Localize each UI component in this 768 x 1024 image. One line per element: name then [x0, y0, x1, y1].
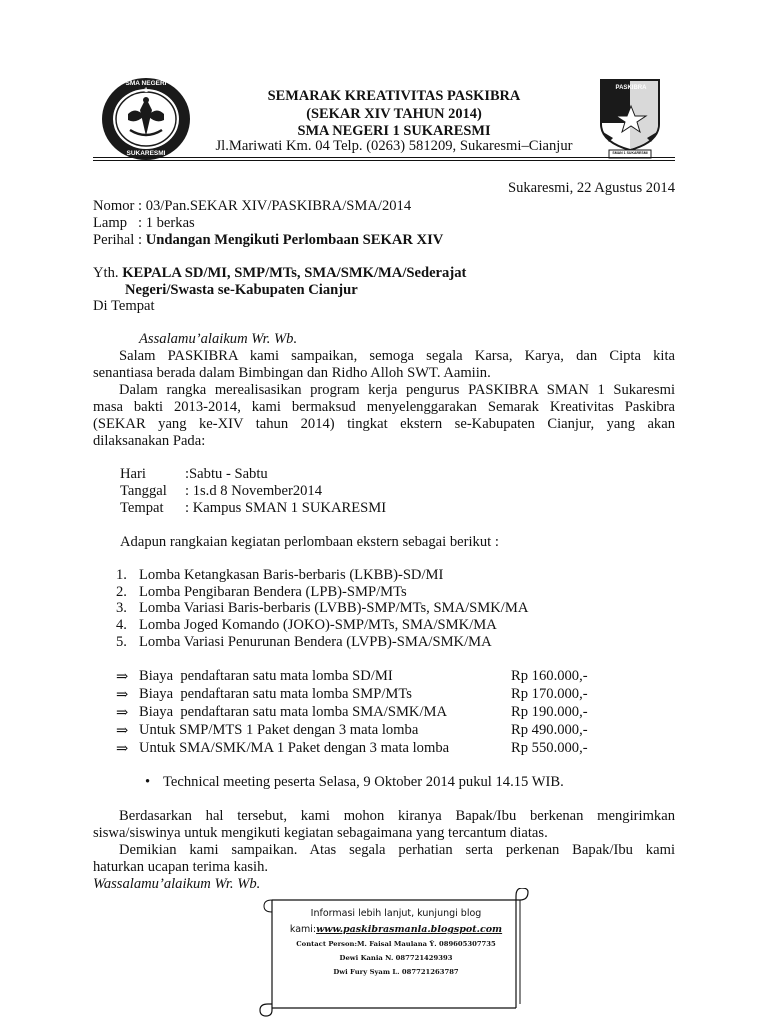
paragraph-4-line-1: Demikian kami sampaikan. Atas segala perhatian serta perkenan Bapak/Ibu kami: [119, 842, 675, 858]
paragraph-2-line-4: dilaksanakan Pada:: [93, 433, 206, 449]
fee-row: [116, 722, 596, 740]
scroll-blog-line: [278, 924, 514, 935]
blog-link[interactable]: www.paskibrasmanla.blogspot.com: [316, 924, 503, 935]
list-text: Lomba Pengibaran Bendera (LPB)-SMP/MTs: [139, 584, 407, 600]
arrow-right-icon: ⇒: [116, 669, 129, 685]
fee-description: Biaya pendaftaran satu mata lomba SMA/SMK/MA: [139, 704, 448, 720]
paragraph-2-line-3: (SEKAR yang ke-XIV tahun 2014) tingkat ekstern se-Kabupaten Cianjur, yang akan: [93, 416, 675, 432]
letter-date: Sukaresmi, 22 Agustus 2014: [507, 180, 675, 196]
subject-label: Perihal :: [93, 232, 146, 248]
header-address: Jl.Mariwati Km. 04 Telp. (0263) 581209, Sukaresmi–Cianjur: [215, 138, 573, 154]
list-number: 1.: [116, 567, 127, 583]
schedule-value: : Kampus SMAN 1 SUKARESMI: [185, 500, 387, 516]
fee-amount: Rp 550.000,-: [511, 740, 588, 756]
contact-person-1: Contact Person:M. Faisal Maulana Ŷ. 089605307735: [296, 940, 496, 948]
recipient-place: Di Tempat: [93, 298, 155, 314]
header-school-name: SMA NEGERI 1 SUKARESMI: [297, 123, 491, 139]
list-text: Lomba Joged Komando (JOKO)-SMP/MTs, SMA/SMK/MA: [139, 617, 497, 633]
schedule-value: : 1s.d 8 November2014: [185, 483, 323, 499]
list-number: 3.: [116, 600, 127, 616]
list-number: 2.: [116, 584, 127, 600]
recipient-line-2: Negeri/Swasta se-Kabupaten Cianjur: [125, 282, 358, 298]
list-text: Lomba Variasi Penurunan Bendera (LVPB)-SMA/SMK/MA: [139, 634, 492, 650]
competition-intro: Adapun rangkaian kegiatan perlombaan ekstern sebagai berikut :: [120, 534, 499, 550]
paragraph-2-line-2: masa bakti 2013-2014, kami bermaksud menyelenggarakan Semarak Kreativitas Paskibra: [93, 399, 675, 415]
technical-meeting-note: [145, 774, 564, 791]
schedule-label: Tanggal: [120, 483, 167, 499]
list-item: [116, 600, 528, 617]
fee-row: [116, 704, 596, 722]
arrow-right-icon: ⇒: [116, 687, 129, 703]
fee-description: Biaya pendaftaran satu mata lomba SMP/MTs: [139, 686, 412, 702]
subject-value: Undangan Mengikuti Perlombaan SEKAR XIV: [145, 232, 444, 248]
list-text: Lomba Ketangkasan Baris-berbaris (LKBB)-SD/MI: [139, 567, 444, 583]
fee-description: Untuk SMP/MTS 1 Paket dengan 3 mata lomba: [139, 722, 419, 738]
paragraph-1-line-2: senantiasa berada dalam Bimbingan dan Ridho Alloh SWT. Aamiin.: [93, 365, 491, 381]
recipient-line-1: [93, 265, 466, 282]
paragraph-3-line-1: Berdasarkan hal tersebut, kami mohon kiranya Bapak/Ibu berkenan mengirimkan: [119, 808, 675, 824]
yth-label: Yth.: [93, 265, 123, 281]
closing-greeting: Wassalamu’alaikum Wr. Wb.: [93, 876, 261, 892]
list-item: [116, 584, 407, 601]
schedule-label: Tempat: [120, 500, 164, 516]
arrow-right-icon: ⇒: [116, 741, 129, 757]
scroll-info-line: Informasi lebih lanjut, kunjungi blog: [310, 908, 482, 919]
list-item: [116, 634, 492, 651]
paragraph-2-line-1: Dalam rangka merealisasikan program kerja pengurus PASKIBRA SMAN 1 Sukaresmi: [119, 382, 675, 398]
arrow-right-icon: ⇒: [116, 723, 129, 739]
list-number: 5.: [116, 634, 127, 650]
fee-amount: Rp 170.000,-: [511, 686, 588, 702]
fee-amount: Rp 490.000,-: [511, 722, 588, 738]
paragraph-4-line-2: haturkan ucapan terima kasih.: [93, 859, 269, 875]
list-text: Lomba Variasi Baris-berbaris (LVBB)-SMP/MTs, SMA/SMK/MA: [139, 600, 529, 616]
logo-top-text: SMA NEGERI 1: [125, 80, 167, 94]
paragraph-1-line-1: Salam PASKIBRA kami sampaikan, semoga segala Karsa, Karya, dan Cipta kita: [119, 348, 675, 364]
schedule-value: :Sabtu - Sabtu: [185, 466, 268, 482]
bullet-icon: •: [145, 774, 151, 790]
arrow-right-icon: ⇒: [116, 705, 129, 721]
paskibra-logo-bottom-text: SMAN 1 SUKARESMI: [612, 151, 648, 155]
greeting: Assalamu’alaikum Wr. Wb.: [139, 331, 298, 347]
header-divider: [93, 157, 675, 158]
list-item: [116, 567, 443, 584]
fee-amount: Rp 190.000,-: [511, 704, 588, 720]
logo-bottom-text: SUKARESMI: [126, 150, 166, 157]
fee-row: [116, 686, 596, 704]
fee-description: Untuk SMA/SMK/MA 1 Paket dengan 3 mata lomba: [139, 740, 450, 756]
fee-amount: Rp 160.000,-: [511, 668, 588, 684]
header-subtitle: (SEKAR XIV TAHUN 2014): [306, 106, 482, 122]
header-divider-double: [93, 160, 675, 161]
fee-row: [116, 740, 596, 758]
fee-description: Biaya pendaftaran satu mata lomba SD/MI: [139, 668, 393, 684]
recipient-name-1: KEPALA SD/MI, SMP/MTs, SMA/SMK/MA/Sederajat: [122, 265, 467, 281]
letter-attachment: Lamp : 1 berkas: [93, 215, 195, 231]
list-item: [116, 617, 497, 634]
schedule-label: Hari: [120, 466, 146, 482]
info-scroll-banner: [258, 888, 534, 1018]
paragraph-3-line-2: siswa/siswinya untuk mengikuti kegiatan sebagaimana yang tercantum diatas.: [93, 825, 548, 841]
header-title: SEMARAK KREATIVITAS PASKIBRA: [267, 88, 521, 104]
letter-number: Nomor : 03/Pan.SEKAR XIV/PASKIBRA/SMA/2014: [93, 198, 412, 214]
fee-row: [116, 668, 596, 686]
list-number: 4.: [116, 617, 127, 633]
scroll-blog-prefix: kami:: [289, 924, 317, 935]
technical-meeting-text: Technical meeting peserta Selasa, 9 Oktober 2014 pukul 14.15 WIB.: [163, 774, 564, 790]
paskibra-logo-top-text: PASKIBRA: [615, 85, 647, 91]
contact-person-3: Dwi Fury Syam L. 087721263787: [333, 968, 459, 976]
contact-person-2: Dewi Kania N. 087721429393: [339, 954, 453, 962]
letter-subject: [93, 232, 443, 249]
